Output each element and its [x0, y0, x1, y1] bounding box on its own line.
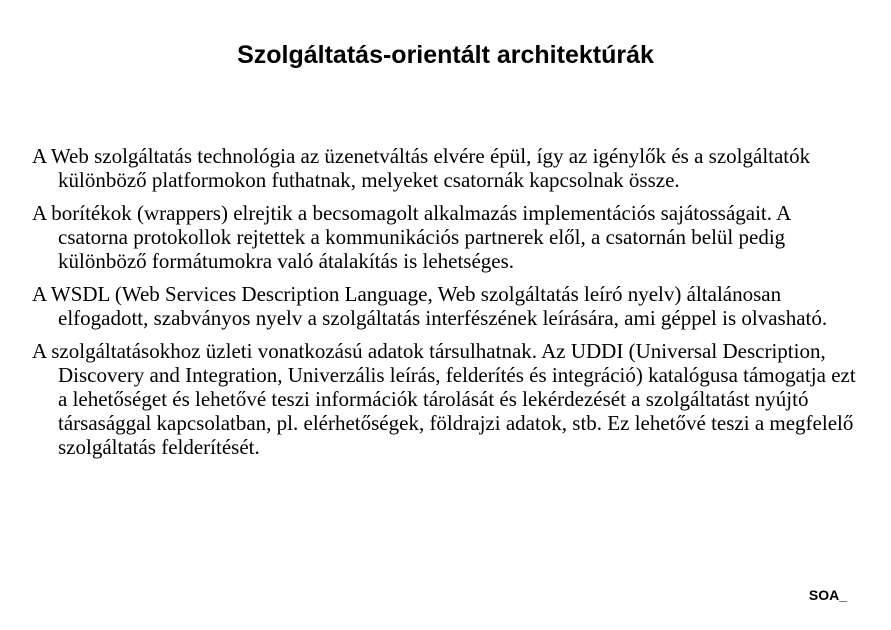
slide-title: Szolgáltatás-orientált architektúrák [237, 41, 654, 69]
paragraph-wrappers: A borítékok (wrappers) elrejtik a becsomagolt alkalmazás implementációs sajátosságait. A csatorna protokollok rejtettek a kommunikációs partnerek elől, a csatornán belül pedig különböző formátumokra való átalakítás is lehetséges. [32, 201, 791, 273]
paragraph-uddi: A szolgáltatásokhoz üzleti vonatkozású adatok társulhatnak. Az UDDI (Universal Description, Discovery and Integration, Univerzális leírás, felderítés és integráció) katalógusa támogatja ezt a lehetőséget és lehetővé teszi információk tárolását és lekérdezését a szolgáltatást nyújtó társasággal kapcsolatban, pl. elérhetőségek, földrajzi adatok, stb. Ez lehetővé teszi a megfelelő szolgáltatás felderítését. [32, 339, 856, 459]
body-text [32, 144, 862, 468]
paragraph-web-service-messaging: A Web szolgáltatás technológia az üzenetváltás elvére épül, így az igénylők és a szolgáltatók különböző platformokon futhatnak, melyeket csatornák kapcsolnak össze. [32, 144, 811, 192]
footer-label: SOA_ [808, 587, 847, 603]
paragraph-wsdl: A WSDL (Web Services Description Language, Web szolgáltatás leíró nyelv) általánosan elfogadott, szabványos nyelv a szolgáltatás interfészének leírására, ami géppel is olvasható. [32, 282, 828, 330]
